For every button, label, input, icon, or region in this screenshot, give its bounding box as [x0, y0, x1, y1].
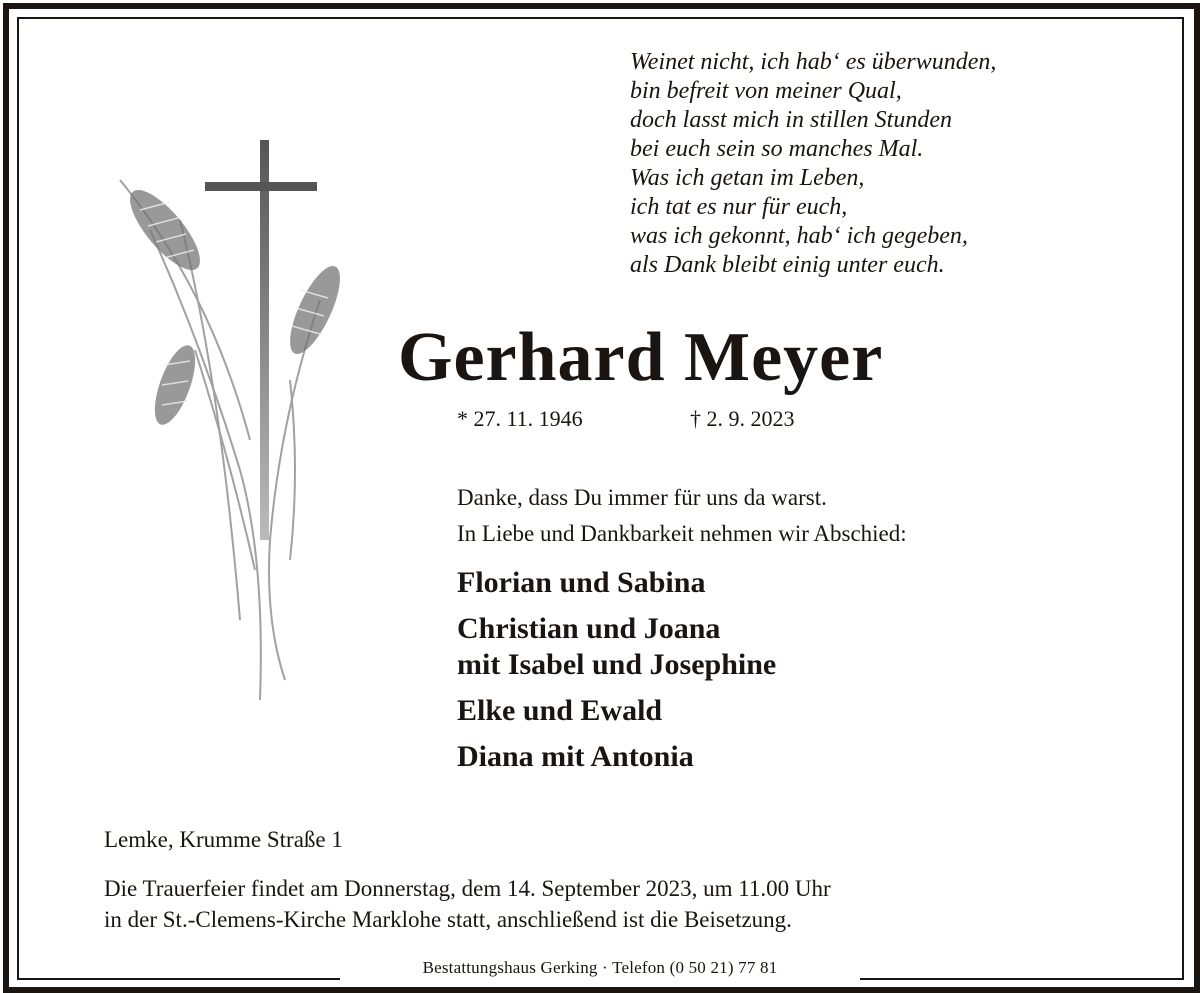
mourner-entry: Christian und Joana [457, 612, 721, 645]
thanks-text [457, 480, 907, 552]
ceremony-info [104, 873, 831, 935]
birth-date: * 27. 11. 1946 [457, 406, 583, 431]
family-address: Lemke, Krumme Straße 1 [104, 827, 343, 852]
poem [630, 48, 996, 280]
poem-line: was ich gekonnt, hab‘ ich gegeben, [630, 223, 968, 249]
mourners-list [457, 565, 776, 775]
thanks-line: In Liebe und Dankbarkeit nehmen wir Abschied: [457, 521, 907, 546]
poem-line: doch lasst mich in stillen Stunden [630, 107, 952, 133]
mourner-entry: Elke und Ewald [457, 694, 663, 727]
mourner-entry-sub: mit Isabel und Josephine [457, 648, 777, 681]
poem-line: als Dank bleibt einig unter euch. [630, 252, 945, 278]
poem-line: Weinet nicht, ich hab‘ es überwunden, [630, 49, 997, 75]
poem-line: bin befreit von meiner Qual, [630, 78, 902, 104]
poem-line: ich tat es nur für euch, [630, 194, 848, 220]
cross-with-wheat-icon [90, 140, 360, 710]
funeral-home-footer: Bestattungshaus Gerking · Telefon (0 50 21) 77 81 [422, 958, 778, 977]
mourner-entry: Florian und Sabina [457, 566, 706, 599]
ceremony-line: in der St.-Clemens-Kirche Marklohe statt, anschließend ist die Beisetzung. [104, 907, 792, 932]
deceased-name: Gerhard Meyer [398, 319, 884, 396]
poem-line: bei euch sein so manches Mal. [630, 136, 924, 162]
mourner-entry: Diana mit Antonia [457, 740, 694, 773]
ceremony-line: Die Trauerfeier findet am Donnerstag, dem 14. September 2023, um 11.00 Uhr [104, 876, 831, 901]
poem-line: Was ich getan im Leben, [630, 165, 865, 191]
thanks-line: Danke, dass Du immer für uns da warst. [457, 485, 827, 510]
death-date: † 2. 9. 2023 [690, 406, 795, 431]
